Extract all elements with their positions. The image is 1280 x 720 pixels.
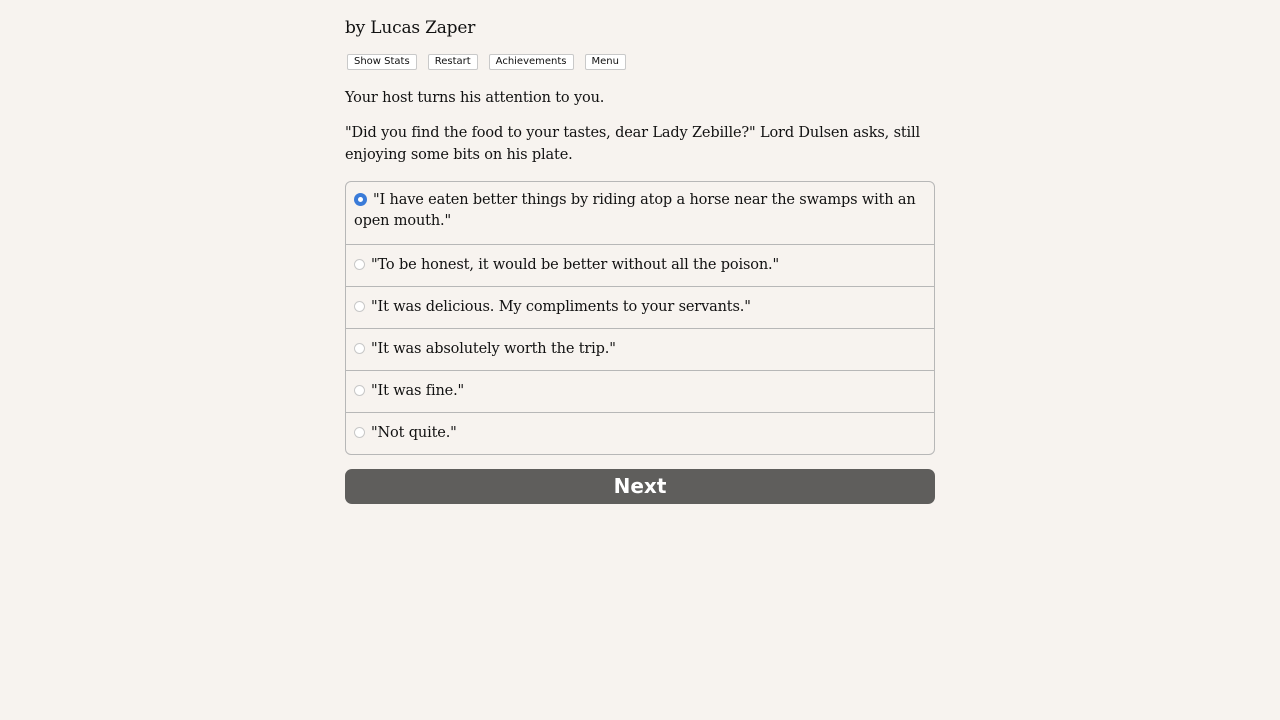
author-byline: by Lucas Zaper [345, 18, 476, 38]
choice-label: "Not quite." [371, 425, 457, 441]
radio-selected-icon[interactable] [354, 193, 367, 206]
choice-option-3[interactable] [346, 286, 934, 328]
choice-label: "I have eaten better things by riding atop a horse near the swamps with an open mouth." [354, 192, 916, 229]
radio-unselected-icon[interactable] [354, 259, 365, 270]
game-container [345, 0, 935, 504]
choice-option-1[interactable] [346, 182, 934, 244]
radio-unselected-icon[interactable] [354, 427, 365, 438]
choice-label: "It was delicious. My compliments to your servants." [371, 299, 751, 315]
toolbar [347, 54, 935, 70]
choice-option-4[interactable] [346, 328, 934, 370]
choice-option-2[interactable] [346, 244, 934, 286]
restart-button[interactable]: Restart [428, 54, 478, 70]
menu-button[interactable]: Menu [585, 54, 626, 70]
story-paragraph-1: Your host turns his attention to you. [345, 90, 605, 106]
next-button[interactable]: Next [345, 469, 935, 504]
choice-option-5[interactable] [346, 370, 934, 412]
show-stats-button[interactable]: Show Stats [347, 54, 417, 70]
choice-label: "It was fine." [371, 383, 465, 399]
radio-unselected-icon[interactable] [354, 343, 365, 354]
radio-unselected-icon[interactable] [354, 385, 365, 396]
choice-list [345, 181, 935, 455]
choice-label: "It was absolutely worth the trip." [371, 341, 616, 357]
radio-unselected-icon[interactable] [354, 301, 365, 312]
choice-option-6[interactable] [346, 412, 934, 454]
achievements-button[interactable]: Achievements [489, 54, 574, 70]
choice-label: "To be honest, it would be better without all the poison." [371, 257, 780, 273]
story-paragraph-2: "Did you find the food to your tastes, dear Lady Zebille?" Lord Dulsen asks, still enjoying some bits on his plate. [345, 125, 921, 163]
